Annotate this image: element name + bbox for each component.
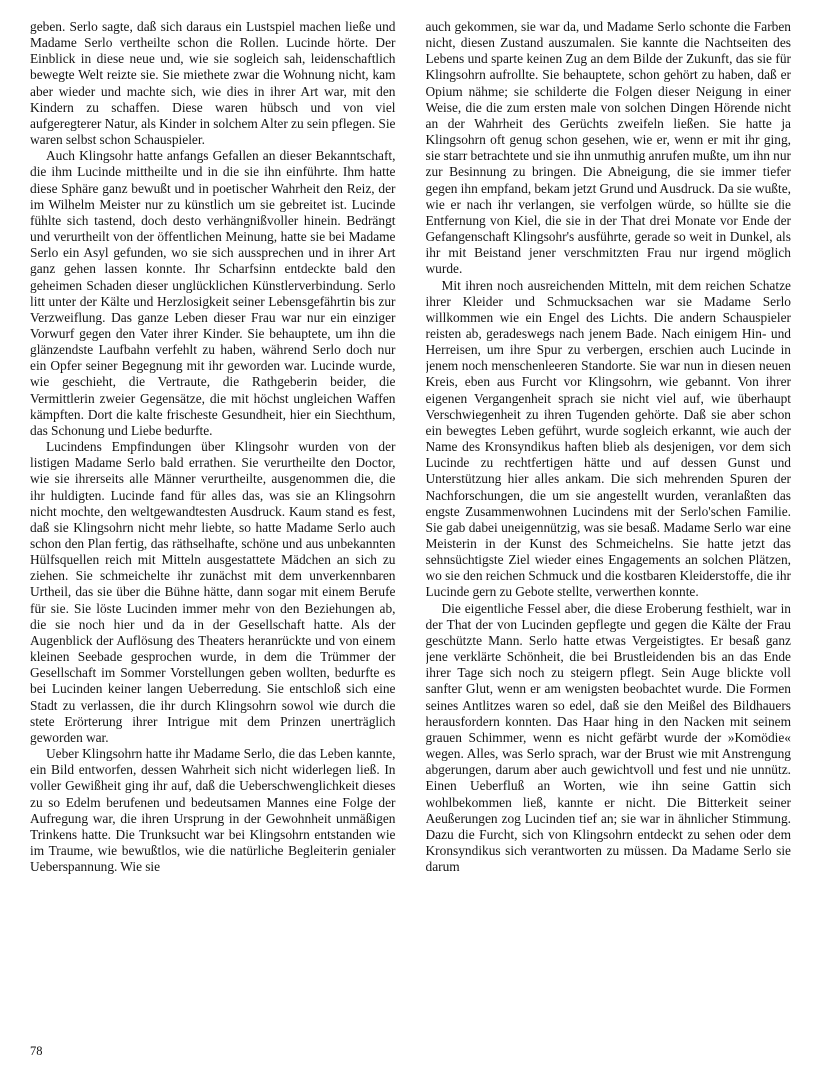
right-column: [426, 19, 792, 1031]
paragraph: Auch Klingsohr hatte anfangs Gefallen an dieser Bekanntschaft, die ihm Lucinde mittheilte und in die sie ihn einführte. Ihm hatte diese Sphäre ganz bewußt und in poetischer Wahrheit den Reiz, der im Wilhelm Meister nur zu künstlich um sie gebreitet ist. Lucinde fühlte sich tastend, doch desto verhängnißvoller hinein. Bedrängt und verurtheilt von der öffentlichen Meinung, hatte sie bei Madame Serlo ein Asyl gefunden, wo sie sich aussprechen und in ihrer Art ganz gehen lassen konnte. Ihr Scharfsinn entdeckte bald den geheimen Schaden dieser unglücklichen Künstlerverbindung. Serlo litt unter der Kälte und Herzlosigkeit seiner Lebensgefährtin bis zur Verzweiflung. Das ganze Leben dieser Frau war nur ein einziger Vorwurf gegen den Vater ihrer Kinder. Sie behauptete, um ihn die glänzendste Laufbahn verfehlt zu haben, während Serlo doch nur ein Opfer seiner Begegnung mit ihr geworden war. Lucinde wurde, wie geschieht, die Vertraute, die Rathgeberin beider, die Vermittlerin zweier Gegensätze, die mit höchst ungleichen Waffen kämpften. Dort die kalte frischeste Gesundheit, hier ein Siechthum, das Schonung und Liebe bedurfte.: [30, 148, 396, 438]
paragraph: Lucindens Empfindungen über Klingsohr wurden von der listigen Madame Serlo bald errathen. Sie verurtheilte den Doctor, wie sie ihrerseits alle Männer verurtheilte, ausgenommen die, die ihr huldigten. Lucinde fand für alles das, was sie an Klingsohrn nicht mochte, den weltgewandtesten Ausdruck. Kaum stand es fest, daß sie Klingsohrn nicht mehr liebte, so hatte Madame Serlo auch schon den Plan fertig, das räthselhafte, schöne und aus unbekannten Hülfsquellen reich mit Mitteln ausgestattete Mädchen an sich zu ziehen. Sie schmeichelte ihr zunächst mit dem unverkennbaren Urtheil, das sie über die Bühne hätte, dann sogar mit einem Berufe für sie. Sie löste Lucinden immer mehr von den Beziehungen ab, die sie noch hier und da in der Gesellschaft hatte. Als der Augenblick der Auflösung des Theaters heranrückte und von einem kleinen Seebade gesprochen wurde, in dem die Trümmer der Gesellschaft im Sommer Vorstellungen geben wollten, bedurfte es bei Lucinden keiner langen Ueberredung. Sie entschloß sich eine Stadt zu verlassen, die ihr durch Klingsohrn sowol wie durch die stete Erörterung ihrer Intrigue mit dem Prinzen unerträglich geworden war.: [30, 439, 396, 745]
paragraph: Ueber Klingsohrn hatte ihr Madame Serlo, die das Leben kannte, ein Bild entworfen, dessen Wahrheit sich nicht widerlegen ließ. In voller Gewißheit ging ihr auf, daß die Ueberschwenglichkeit dieses zu so Edelm berufenen und bedeutsamen Mannes eine Folge der Aufregung war, die ihren Ursprung in der Gewohnheit unmäßigen Trinkens hatte. Die Trunksucht war bei Klingsohrn entstanden wie im Traume, wie bewußtlos, wie die natürliche Begleiterin genialer Ueberspannung. Wie sie: [30, 746, 396, 875]
paragraph: Die eigentliche Fessel aber, die diese Eroberung festhielt, war in der That der von Lucinden gepflegte und gegen die Kälte der Frau geschützte Mann. Serlo hatte etwas Vergeistigtes. Er besaß ganz jene verklärte Schönheit, die bei Brustleidenden bis an das Ende ihrer Tage sich noch zu steigern pflegt. Sein Auge blickte voll sanfter Glut, wenn er am wenigsten beobachtet wurde. Die Formen seines Antlitzes waren so edel, daß sie den Meißel des Bildhauers herausfordern konnten. Das Haar hing in den Nacken mit seinem grauen Schimmer, wenn es nicht gefärbt wurde der »Komödie« wegen. Alles, was Serlo sprach, war der Brust wie mit Anstrengung abgerungen, darum aber auch gewichtvoll und fest und nie unnütz. Einen Ueberfluß an Worten, wie ihn seine Gattin sich wohlbekommen ließ, kannte er nicht. Die Bitterkeit seiner Aeußerungen zog Lucinden tief an; sie war in ähnlicher Stimmung. Dazu die Furcht, sich von Klingsohrn entdeckt zu sehen oder dem Kronsyndikus sich verantworten zu müssen. Da Madame Serlo sie darum: [425, 600, 791, 875]
paragraph: auch gekommen, sie war da, und Madame Serlo schonte die Farben nicht, diesen Zustand auszumalen. Sie kannte die Nachtseiten des Lebens und sparte keinen Zug an dem Bilde der Zukunft, das sie für Klingsohrn aufrollte. Sie behauptete, schon gehört zu haben, daß er Opium nähme; sie schilderte die Folgen dieser Neigung in einer Weise, die die zum ersten male von solchen Dingen Hörende nicht an der Wahrheit des Gerüchts zweifeln ließen. Sie hatte ja Klingsohrn oft genug schon gesehen, wie er, wenn er mit ihr ging, sie starr betrachtete und sie ihn unmuthig anrufen mußte, um ihn nur zur Besinnung zu bringen. Die Abneigung, die sie immer tiefer gegen ihn empfand, bekam jetzt Grund und Ausdruck. Da sie wußte, wie er nach ihr verlangen, sie verfolgen würde, so hüllte sie die Entfernung von Kiel, die sie in der That drei Monate vor Ende der Gefangenschaft Klingsohr's ausführte, gerade so weit in Dunkel, als ihr mit Beistand jener verschmitzten Frau nur irgend möglich wurde.: [425, 19, 791, 277]
paragraph: Mit ihren noch ausreichenden Mitteln, mit dem reichen Schatze ihrer Kleider und Schmucksachen war sie Madame Serlo willkommen wie ein Engel des Lichts. Die andern Schauspieler reisten ab, geradeswegs nach jenem Bade. Nach einigem Hin- und Herreisen, um ihre Spur zu verbergen, erschien auch Lucinde in jenem noch menschenleeren Standorte. Sie war nun in diesen neuen Kreis, eben aus Furcht vor Klingsohrn, wie gebannt. Von ihrer eigenen Vergangenheit sprach sie nicht viel auf, wie überhaupt Verschwiegenheit zu ihren Tugenden gehörte. Daß sie aber schon ein bewegtes Leben geführt, wurde sogleich erkannt, wie auch der Name des Kronsyndikus haften blieb als desjenigen, vor dem sich Lucinde zu rechtfertigen hätte und auf dessen Gunst und Unterstützung hier alles ankam. Die sich mehrenden Spuren der Nachforschungen, die um sie angestellt wurden, veranlaßten das engste Zusammenwohnen Lucindens mit der Serlo'schen Familie. Sie gab dabei uneigennützig, was sie besaß. Madame Serlo war eine Meisterin in der Kunst des Schmeichelns. Sie hatte jetzt das sehnsüchtigste Ziel wieder eines Engagements an solchen Plätzen, wo sie den reichen Schmuck und die kostbaren Kleiderstoffe, die ihr Lucinde gern zu Gebote stellte, verwerthen konnte.: [425, 277, 791, 600]
left-column: [30, 19, 396, 1031]
page-number: 78: [30, 1043, 43, 1058]
paragraph: geben. Serlo sagte, daß sich daraus ein Lustspiel machen ließe und Madame Serlo vertheilte schon die Rollen. Lucinde hörte. Der Einblick in diese neue und, wie sie sogleich sah, leidenschaftlich bewegte Welt reizte sie. Sie miethete zwar die Wohnung nicht, kam aber wieder und machte sich, wie dies in ihrer Art war, mit den Kindern zu schaffen. Diese waren hübsch und von viel aufgeregterer Natur, als Kinder in solchem Alter zu sein pflegen. Sie waren selbst schon Schauspieler.: [30, 19, 396, 148]
